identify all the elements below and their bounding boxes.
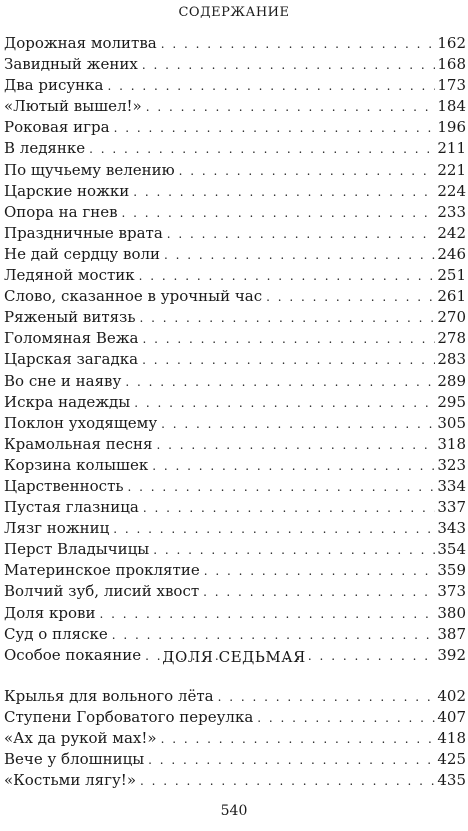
dot-leader [148, 750, 435, 771]
toc-entry-page: 246 [437, 244, 466, 263]
toc-entry-title: Искра надежды [4, 392, 131, 411]
dot-leader [114, 118, 436, 139]
toc-entry-title: Царственность [4, 476, 124, 495]
toc-entry [4, 96, 466, 117]
toc-entry-page: 407 [437, 708, 466, 727]
toc-entry-page: 162 [437, 34, 466, 52]
toc-entry-page: 224 [437, 181, 466, 200]
toc-entry [4, 581, 466, 602]
toc-entry-title: Опора на гнев [4, 202, 118, 221]
dot-leader [156, 435, 435, 456]
toc-entry-title: Ледяной мостик [4, 266, 135, 285]
toc-entry-title: Царские ножки [4, 181, 130, 200]
toc-list [4, 33, 466, 666]
dot-leader [122, 203, 436, 224]
dot-leader [108, 76, 436, 97]
toc-entry [4, 244, 466, 265]
toc-entry [4, 560, 466, 581]
toc-entry-title: Роковая игра [4, 118, 110, 137]
toc-entry [4, 749, 466, 770]
toc-entry [4, 328, 466, 349]
toc-entry-page: 283 [437, 350, 466, 369]
dot-leader [146, 97, 436, 118]
toc-entry [4, 518, 466, 539]
toc-entry-title: Поклон уходящему [4, 413, 158, 432]
toc-entry-page: 343 [437, 519, 466, 538]
toc-entry [4, 349, 466, 370]
toc-entry [4, 138, 466, 159]
dot-leader [134, 393, 435, 414]
dot-leader [112, 625, 436, 646]
toc-entry-page: 270 [437, 308, 466, 327]
dot-leader [128, 477, 436, 498]
toc-entry-title: В ледянке [4, 139, 86, 158]
toc-entry [4, 770, 466, 791]
toc-entry-page: 196 [437, 118, 466, 137]
toc-entry [4, 497, 466, 518]
toc-entry-page: 334 [437, 476, 466, 495]
toc-entry [4, 75, 466, 96]
toc-entry-page: 184 [437, 97, 466, 116]
dot-leader [203, 582, 435, 603]
dot-leader [161, 729, 436, 750]
toc-entry-page: 373 [437, 582, 466, 601]
toc-entry-title: Праздничные врата [4, 223, 163, 242]
toc-entry [4, 371, 466, 392]
toc-entry-page: 402 [437, 687, 466, 705]
dot-leader [113, 519, 435, 540]
toc-entry-title: Не дай сердцу воли [4, 244, 161, 263]
toc-entry-title: Материнское проклятие [4, 561, 200, 580]
toc-entry-title: Завидный жених [4, 55, 138, 74]
toc-entry [4, 54, 466, 75]
toc-entry [4, 33, 466, 54]
toc-entry-page: 323 [437, 455, 466, 474]
toc-entry-page: 221 [437, 160, 466, 179]
toc-entry-page: 392 [437, 645, 466, 664]
toc-entry-title: Дорожная молитва [4, 34, 157, 52]
toc-entry [4, 307, 466, 328]
toc-entry-page: 337 [437, 498, 466, 517]
toc-entry [4, 686, 466, 707]
toc-entry-page: 435 [437, 771, 466, 790]
toc-entry-page: 425 [437, 750, 466, 769]
toc-entry-page: 318 [437, 434, 466, 453]
toc-entry [4, 286, 466, 307]
toc-entry-page: 418 [437, 729, 466, 748]
dot-leader [218, 687, 436, 708]
toc-entry-title: «Лютый вышел!» [4, 97, 142, 116]
toc-entry-page: 251 [437, 266, 466, 285]
toc-entry [4, 160, 466, 181]
dot-leader [164, 245, 435, 266]
toc-entry [4, 624, 466, 645]
dot-leader [257, 708, 435, 729]
toc-entry-title: Доля крови [4, 603, 96, 622]
toc-entry [4, 707, 466, 728]
toc-entry-page: 305 [437, 413, 466, 432]
toc-entry-title: Корзина колышек [4, 455, 149, 474]
toc-entry-title: Ряженый витязь [4, 308, 136, 327]
toc-entry-title: Два рисунка [4, 76, 104, 95]
dot-leader [125, 372, 435, 393]
toc-entry-title: Крамольная песня [4, 434, 153, 453]
toc-entry-title: Слово, сказанное в урочный час [4, 287, 263, 306]
toc-entry [4, 117, 466, 138]
dot-leader [161, 414, 435, 435]
dot-leader [139, 308, 435, 329]
dot-leader [142, 350, 435, 371]
toc-entry [4, 413, 466, 434]
toc-entry [4, 539, 466, 560]
dot-leader [99, 604, 435, 625]
section-heading: ДОЛЯ СЕДЬМАЯ [162, 648, 306, 666]
toc-entry-title: Перст Владычицы [4, 540, 150, 559]
toc-entry-page: 211 [437, 139, 466, 158]
toc-entry-page: 380 [437, 603, 466, 622]
dot-leader [133, 182, 435, 203]
toc-entry-page: 173 [437, 76, 466, 95]
toc-entry-title: Пустая глазница [4, 498, 139, 517]
dot-leader [142, 55, 436, 76]
toc-entry-title: Суд о пляске [4, 624, 108, 643]
toc-entry-page: 387 [437, 624, 466, 643]
toc-entry-page: 278 [437, 329, 466, 348]
dot-leader [143, 498, 435, 519]
toc-entry [4, 603, 466, 624]
dot-leader [179, 161, 436, 182]
toc-entry [4, 434, 466, 455]
toc-entry-title: Голомяная Вежа [4, 329, 139, 348]
toc-entry [4, 223, 466, 244]
toc-entry-page: 233 [437, 202, 466, 221]
dot-leader [266, 287, 435, 308]
toc-entry-title: Ступени Горбоватого переулка [4, 708, 254, 727]
dot-leader [140, 771, 435, 792]
dot-leader [139, 266, 436, 287]
toc-entry-page: 359 [437, 561, 466, 580]
toc-entry-title: Крылья для вольного лёта [4, 687, 214, 705]
toc-entry-title: Особое покаяние [4, 645, 142, 664]
page-number: 540 [220, 803, 248, 819]
toc-entry-title: Лязг ножниц [4, 519, 110, 538]
toc-entry [4, 181, 466, 202]
toc-entry-page: 354 [437, 540, 466, 559]
toc-entry-page: 289 [437, 371, 466, 390]
dot-leader [204, 561, 436, 582]
toc-entry-title: «Ах да рукой мах!» [4, 729, 157, 748]
dot-leader [152, 456, 435, 477]
toc-entry [4, 392, 466, 413]
dot-leader [142, 329, 435, 350]
toc-entry [4, 476, 466, 497]
toc-entry-page: 168 [437, 55, 466, 74]
toc-entry [4, 728, 466, 749]
running-head: СОДЕРЖАНИЕ [178, 5, 290, 20]
toc-entry-title: Волчий зуб, лисий хвост [4, 582, 200, 601]
toc-entry-page: 242 [437, 223, 466, 242]
toc-entry [4, 265, 466, 286]
toc-entry [4, 455, 466, 476]
dot-leader [161, 34, 436, 55]
dot-leader [167, 224, 436, 245]
toc-entry-title: Во сне и наяву [4, 371, 122, 390]
toc-entry-page: 261 [437, 287, 466, 306]
toc-entry-title: Царская загадка [4, 350, 139, 369]
toc-entry-title: По щучьему велению [4, 160, 175, 179]
toc-entry-title: «Костьми лягу!» [4, 771, 136, 790]
dot-leader [89, 139, 435, 160]
toc-list [4, 686, 466, 791]
dot-leader [153, 540, 435, 561]
toc-entry-title: Вече у блошницы [4, 750, 145, 769]
toc-entry [4, 202, 466, 223]
toc-entry-page: 295 [437, 392, 466, 411]
